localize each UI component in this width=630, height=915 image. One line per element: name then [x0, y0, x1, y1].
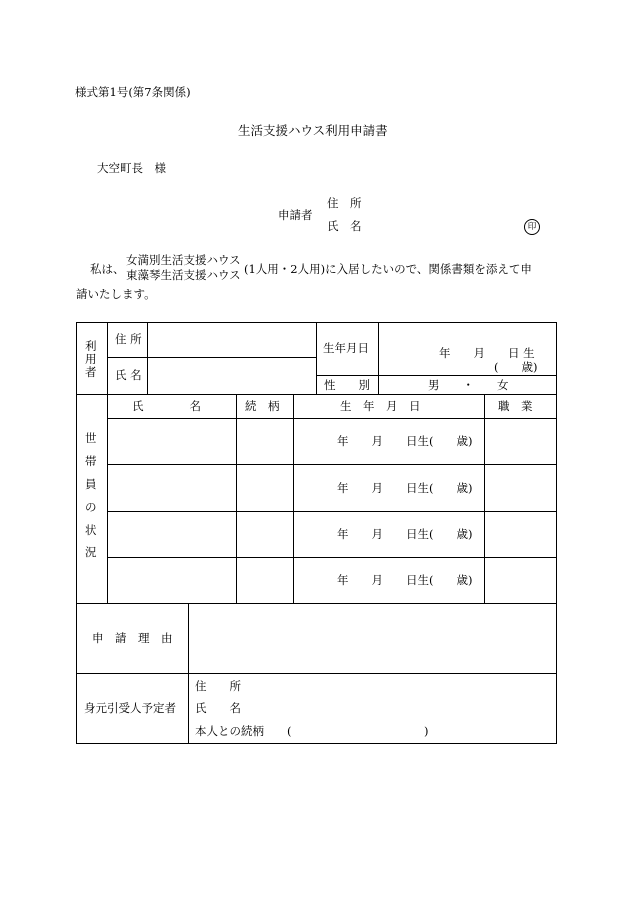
intro-prefix: 私は、: [90, 262, 125, 276]
user-name-label: 氏 名: [115, 368, 142, 382]
user-section-label: 利 用 者: [85, 339, 97, 379]
applicant-label: 申請者: [278, 208, 313, 222]
col-relation-header: 続 柄: [245, 399, 280, 413]
guarantor-relation-label: 本人との続柄 (: [195, 724, 292, 738]
household-row-1-birth: 年 月 日生( 歳): [337, 434, 473, 448]
guarantor-label: 身元引受人予定者: [84, 701, 176, 715]
birthdate-age: ( 歳): [494, 360, 538, 374]
guarantor-address-label: 住 所: [195, 679, 241, 693]
applicant-name-label: 氏 名: [327, 219, 362, 233]
household-row-4-birth: 年 月 日生( 歳): [337, 573, 473, 587]
intro-text: (1人用・2人用)に入居したいので、関係書類を添えて申: [244, 262, 532, 276]
user-address-label: 住 所: [115, 332, 142, 346]
guarantor-relation-close: ): [424, 724, 429, 738]
page-title: 生活支援ハウス利用申請書: [238, 123, 388, 138]
seal-mark: 印: [524, 219, 540, 235]
col-job-header: 職 業: [498, 399, 533, 413]
household-section-label: 世 帯 員 の 状 況: [85, 431, 97, 560]
intro-facility-2: 東藻琴生活支援ハウス: [126, 268, 241, 282]
guarantor-name-label: 氏 名: [195, 701, 241, 715]
form-number: 様式第1号(第7条関係): [75, 85, 191, 99]
intro-facility-1: 女満別生活支援ハウス: [126, 253, 241, 267]
user-address-field[interactable]: [148, 323, 315, 356]
reason-field[interactable]: [189, 604, 556, 672]
applicant-address-label: 住 所: [327, 196, 362, 210]
household-row-3-birth: 年 月 日生( 歳): [337, 527, 473, 541]
reason-label: 申 請 理 由: [92, 631, 173, 645]
col-name-header: 氏 名: [132, 399, 201, 413]
birthdate-ymd: 年 月 日 生: [439, 346, 535, 360]
household-row-2-birth: 年 月 日生( 歳): [337, 481, 473, 495]
intro-text-line2: 請いたします。: [76, 287, 156, 301]
gender-label: 性 別: [324, 378, 370, 392]
user-name-field[interactable]: [148, 358, 315, 393]
addressee: 大空町長 様: [97, 161, 166, 175]
gender-options[interactable]: 男 ・ 女: [428, 378, 509, 392]
birthdate-label: 生年月日: [323, 341, 369, 355]
col-birth-header: 生 年 月 日: [340, 399, 421, 413]
